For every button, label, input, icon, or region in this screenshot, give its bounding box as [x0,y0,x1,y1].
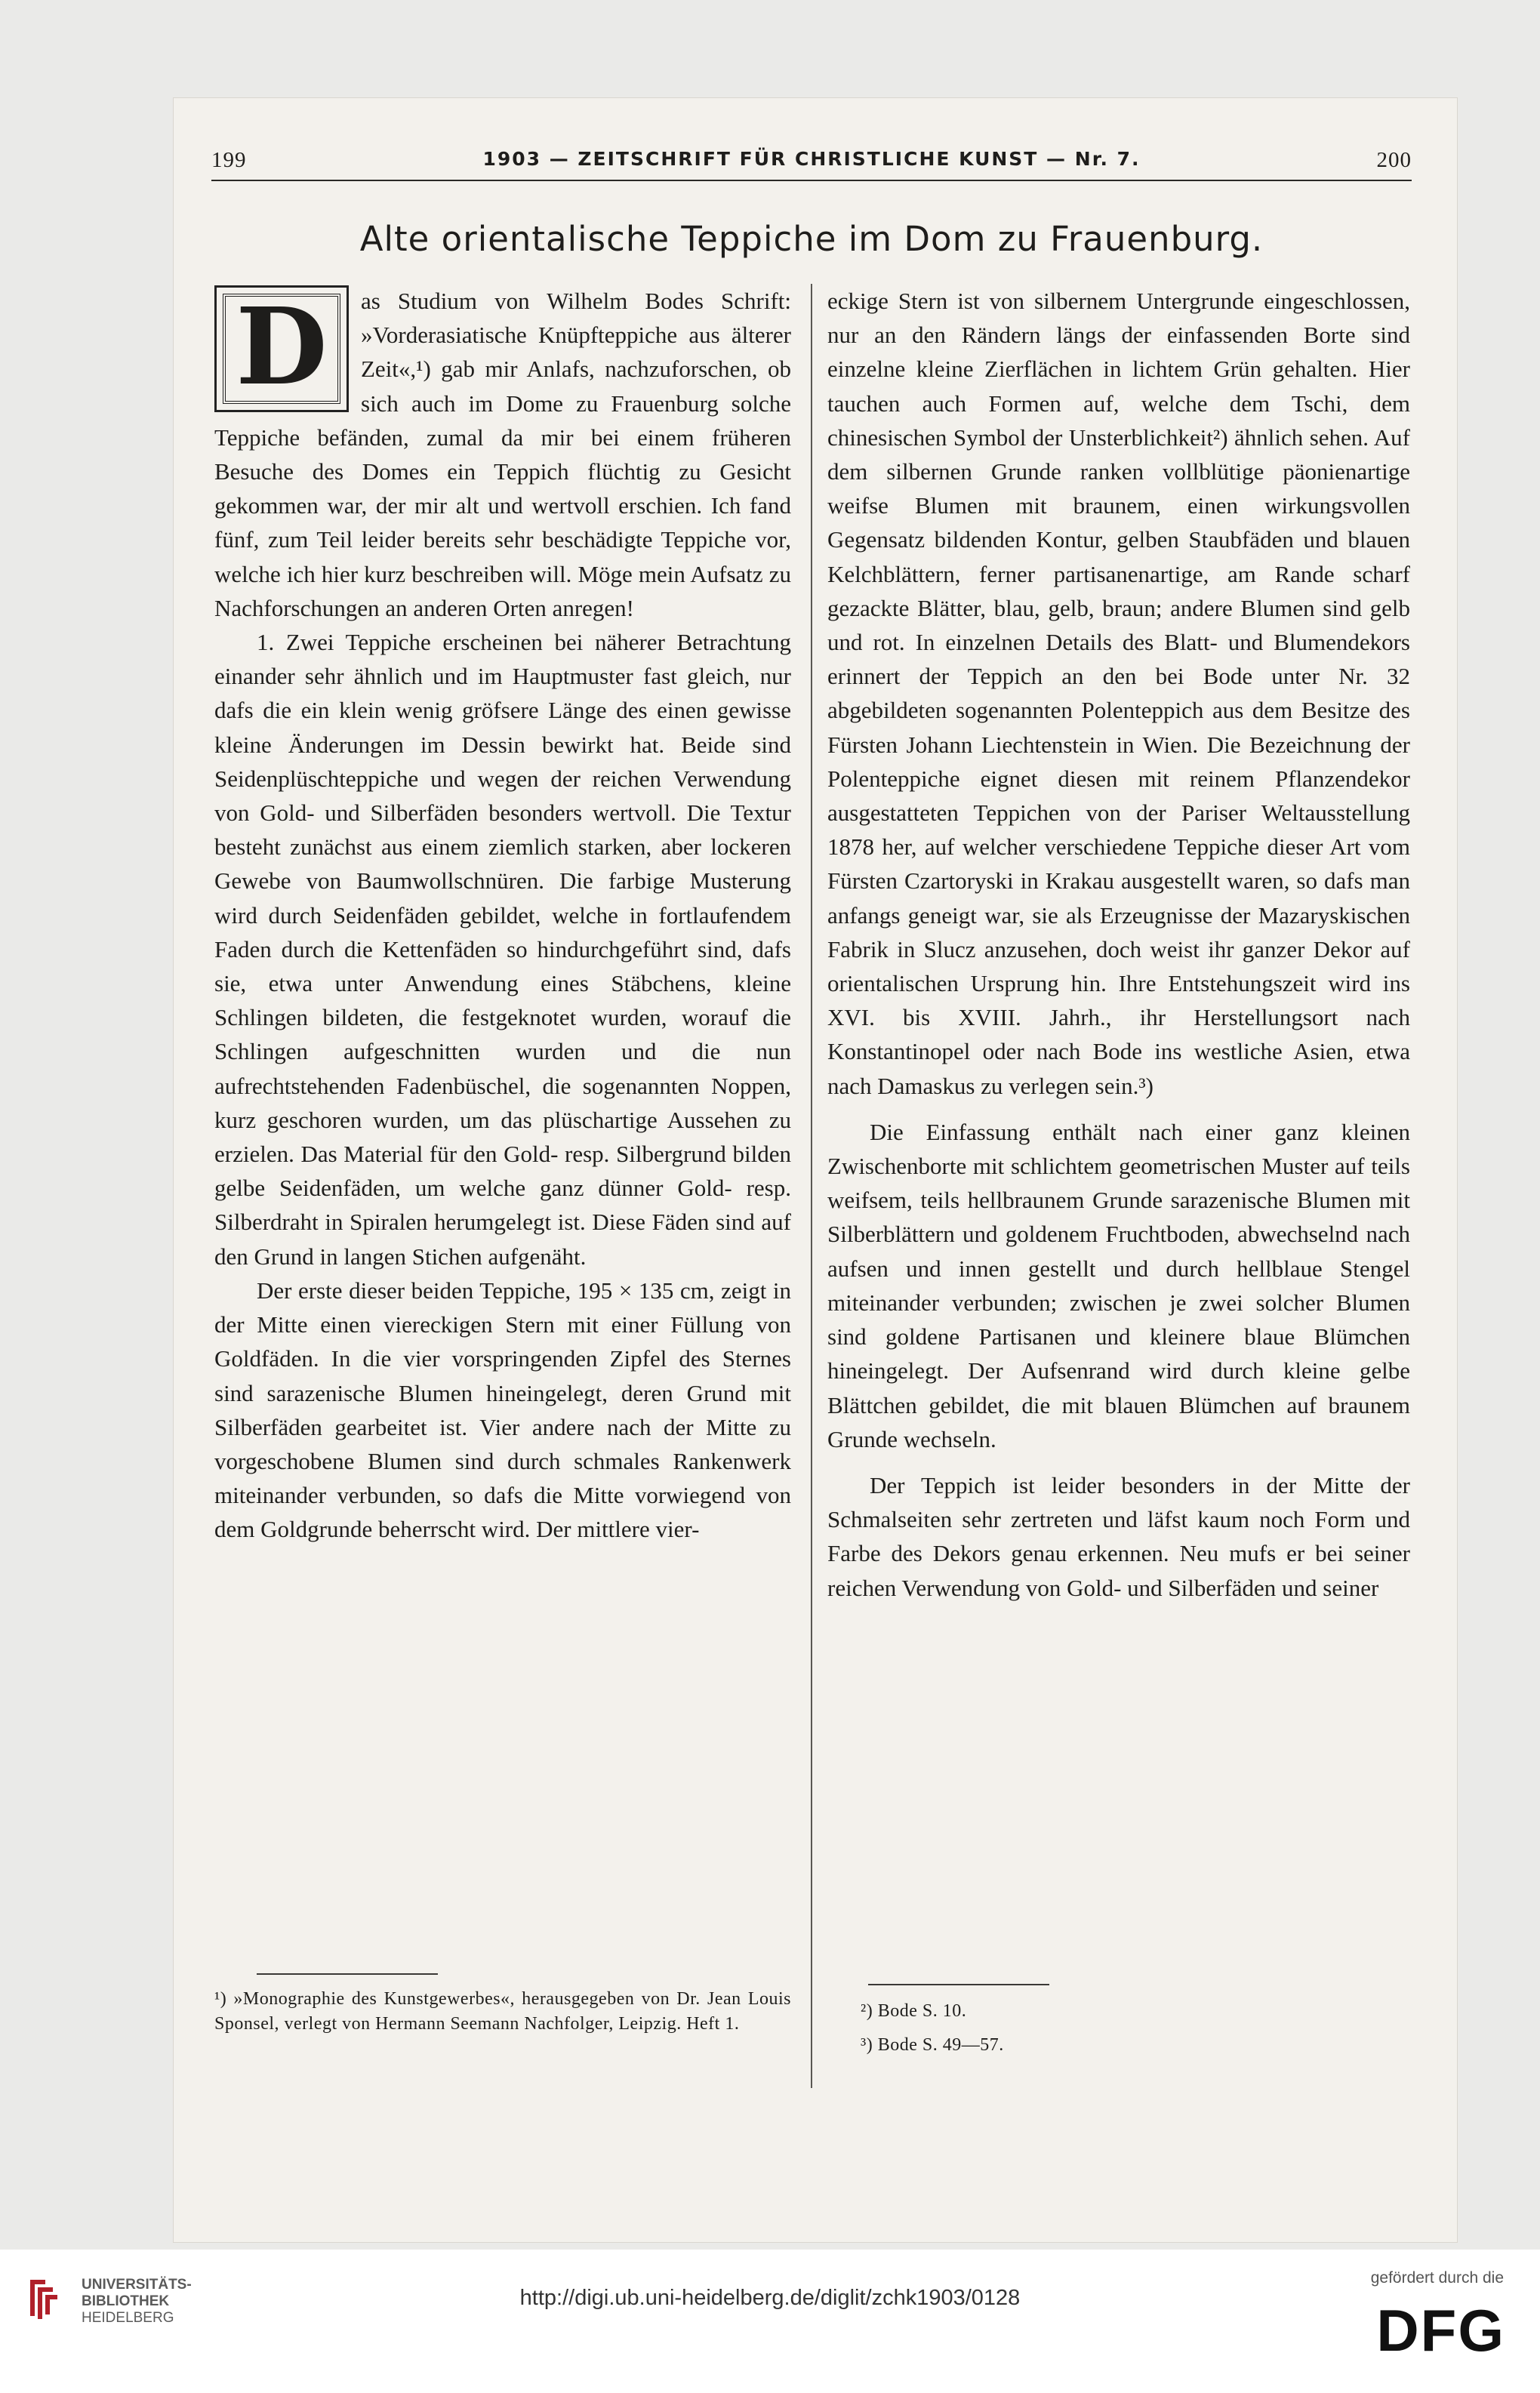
paragraph-condition: Der Teppich ist leider besonders in der Mitte der Schmalseiten sehr zertreten und läfst kaum noch Form und Farbe des Dekors genau erkennen. Neu mufs er bei seiner reichen Verwendung von Gold- und Silberfäden und seiner [827,1471,1410,1601]
paragraph-border: Die Einfassung enthält nach einer ganz kleinen Zwischenborte mit schlichtem geometrischen Muster auf teils weifsem, teils hellbraunem Grunde sarazenische Blumen mit Silberblättern und goldenem Fruchtboden, abwechselnd nach aufsen und innen gestellt und durch hellblaue Stengel miteinander verbunden; zwischen je zwei solcher Blumen sind goldene Partisanen und kleinere blaue Blümchen hineingelegt. Der Aufsenrand wird durch kleine gelbe Blättchen gebildet, die mit blauen Blümchen auf braunem Grunde wechseln. [827,1118,1410,1452]
decorated-initial [214,285,349,412]
footnote-2: ²) Bode S. 10. [861,2001,967,2021]
header-rule [211,180,1412,181]
initial-letter: D [236,285,328,409]
library-line-3: HEIDELBERG [82,2310,174,2326]
paragraph-first-carpet: Der erste dieser beiden Teppiche, 195 × 135 cm, zeigt in der Mitte einen viereckigen Stern mit einer Füllung von Goldfäden. In die vier vorspringenden Zipfel des Sternes sind sarazenische Blumen hineingelegt, deren Grund mit Silberfäden gearbeitet ist. Vier andere nach der Mitte zu vorgeschobene Blumen sind durch schmales Rankenwerk miteinander verbunden, so dafs die Mitte vorwiegend von dem Goldgrunde beherrscht wird. Der mittlere vier- [214,1277,791,1543]
paragraph-star-continued: eckige Stern ist von silbernem Untergrunde eingeschlossen, nur an den Rändern längs der einfassenden Borte sind einzelne kleine Zierflächen in lichtem Grün gehalten. Hier tauchen auch Formen auf, welche dem Tschi, dem chinesischen Symbol der Unsterblichkeit²) ähnlich sehen. Auf dem silbernen Grunde ranken vollblütige päonienartige weifse Blumen mit braunem, einen wirkungsvollen Gegensatz bildenden Kontur, gelben Staubfäden und blauen Kelchblättern, ferner partisanenartige, am Rande scharf gezackte Blätter, blau, gelb, braun; andere Blumen sind gelb und rot. In einzelnen Details des Blatt- und Blumendekors erinnert der Teppich an den bei Bode unter Nr. 32 abgebildeten sogenannten Polenteppich aus dem Besitze des Fürsten Johann Liechtenstein in Wien. Die Bezeichnung der Polenteppiche eignet diesen mit reinem Pflanzendekor ausgestatteten Teppichen von der Pariser Weltausstellung 1878 her, auf welcher verschiedene Teppiche dieser Art vom Fürsten Czartoryski in Krakau ausgestellt waren, so dafs man anfangs geneigt war, sie als Erzeugnisse der Mazaryskischen Fabrik in Slucz anzusehen, doch weist ihr ganzer Dekor auf orientalischen Ursprung hin. Ihre Entstehungszeit wird ins XVI. bis XVIII. Jahrh., ihr Herstellungsort nach Konstantinopel oder nach Bode ins westliche Asien, etwa nach Damaskus zu verlegen sein.³) [827,288,1410,1099]
page-number-right: 200 [1376,148,1412,172]
library-line-1: UNIVERSITÄTS- [82,2277,192,2293]
right-column [827,284,1410,1605]
footnotes-right [861,1999,1404,2067]
article-title: Alte orientalische Teppiche im Dom zu Frauenburg. [359,219,1264,259]
footnote-rule-left [257,1973,438,1975]
permalink[interactable]: http://digi.ub.uni-heidelberg.de/diglit/zchk1903/0128 [519,2286,1021,2310]
paragraph-intro: as Studium von Wilhelm Bodes Schrift: »Vorderasiatische Knüpfteppiche aus älterer Zeit«,¹) gab mir Anlafs, nachzuforschen, ob sich auch im Dome zu Frauenburg solche Teppiche befänden, zumal da mir bei einem früheren Besuche des Domes ein Teppich flüchtig zu Gesicht gekommen war, der mir alt und wertvoll erschien. Ich fand fünf, zum Teil leider bereits sehr beschädigte Teppiche vor, welche ich hier kurz beschreiben will. Möge mein Aufsatz zu Nachforschungen an anderen Orten anregen! [214,288,791,621]
footnote-1: ¹) »Monographie des Kunstgewerbes«, herausgegeben von Dr. Jean Louis Sponsel, verlegt von Hermann Seemann Nachfolger, Leipzig. Heft 1. [214,1989,791,2034]
sponsor-caption: gefördert durch die [1370,2269,1504,2287]
library-line-2: BIBLIOTHEK [82,2293,170,2309]
journal-header: 1903 — ZEITSCHRIFT FÜR CHRISTLICHE KUNST — Nr. 7. [482,148,1141,170]
running-header [211,148,1412,175]
footnote-rule-right [868,1984,1049,1985]
left-column [214,284,791,1547]
digitization-footer [0,2250,1540,2393]
page-number-left: 199 [211,148,247,172]
paragraph-section-1: 1. Zwei Teppiche erscheinen bei näherer Betrachtung einander sehr ähnlich und im Hauptmuster fast gleich, nur dafs die ein klein wenig gröfsere Länge des einen gewisse kleine Änderungen im Dessin bewirkt hat. Beide sind Seidenplüschteppiche und wegen der reichen Verwendung von Gold- und Silberfäden besonders wertvoll. Die Textur besteht zunächst aus einem ziemlich starken, aber lockeren Gewebe von Baumwollschnüren. Die farbige Musterung wird durch Seidenfäden gebildet, welche in fortlaufendem Faden durch die Kettenfäden so hindurchgeführt sind, dafs sie, etwa unter Anwendung eines Stäbchens, kleine Schlingen bildeten, die festgeknotet wurden, worauf die Schlingen aufgeschnitten wurden und die nun aufrechtstehenden Fadenbüschel, die sogenannten Noppen, kurz geschoren wurden, um das plüschartige Aussehen zu erzielen. Das Material für den Gold- resp. Silbergrund bilden gelbe Seidenfäden, um welche ganz dünner Gold- resp. Silberdraht in Spiralen herumgelegt ist. Diese Fäden sind auf den Grund in langen Stichen aufgenäht. [214,629,791,1270]
column-divider [811,284,812,2088]
footnote-3: ³) Bode S. 49—57. [861,2035,1004,2055]
dfg-logo: DFG [1376,2297,1505,2364]
